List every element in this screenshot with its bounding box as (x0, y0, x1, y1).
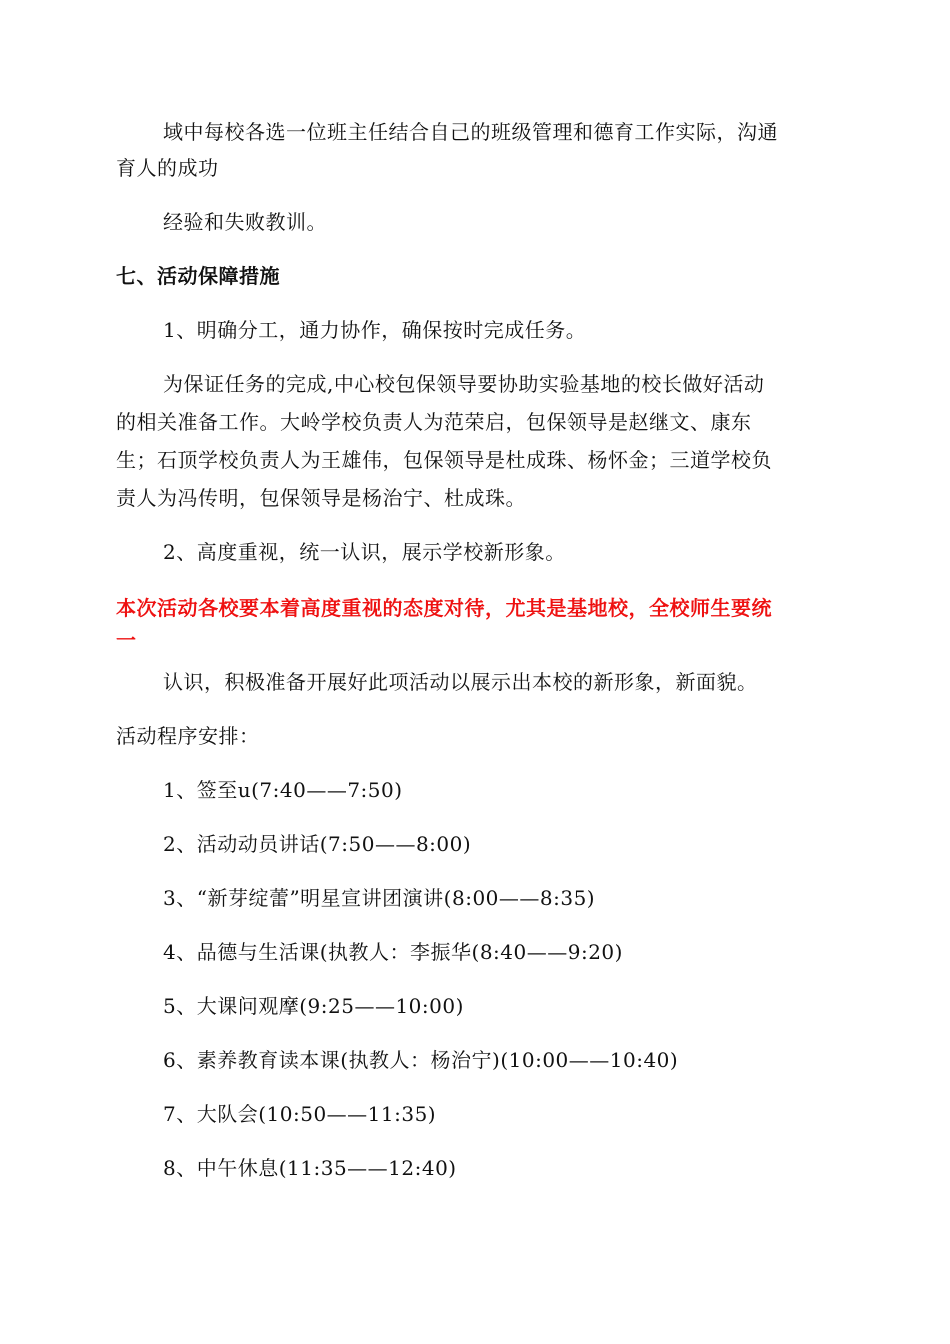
schedule-item: 8、中午休息(11:35——12:40) (163, 1156, 457, 1180)
schedule-item: 4、品德与生活课(执教人：李振华(8:40——9:20) (163, 940, 623, 964)
paragraph-line: 为保证任务的完成,中心校包保领导要协助实验基地的校长做好活动 (163, 372, 765, 396)
paragraph-line: 的相关准备工作。大岭学校负责人为范荣启，包保领导是赵继文、康东 (116, 410, 752, 434)
schedule-item: 2、活动动员讲话(7:50——8:00) (163, 832, 472, 856)
paragraph-line: 育人的成功 (116, 156, 219, 180)
list-item: 2、高度重视，统一认识，展示学校新形象。 (163, 540, 566, 564)
schedule-item: 3、“新芽绽蕾”明星宣讲团演讲(8:00——8:35) (163, 886, 596, 910)
schedule-item: 5、大课问观摩(9:25——10:00) (163, 994, 464, 1018)
paragraph-line: 经验和失败教训。 (163, 210, 327, 234)
schedule-item: 1、签至u(7:40——7:50) (163, 778, 403, 802)
paragraph-line: 认识，积极准备开展好此项活动以展示出本校的新形象，新面貌。 (163, 670, 758, 694)
paragraph-line: 责人为冯传明，包保领导是杨治宁、杜成珠。 (116, 486, 526, 510)
program-title: 活动程序安排： (116, 724, 260, 748)
section-heading: 七、活动保障措施 (116, 264, 280, 288)
paragraph-line: 域中每校各选一位班主任结合自己的班级管理和德育工作实际，沟通 (163, 120, 778, 144)
list-item: 1、明确分工，通力协作，确保按时完成任务。 (163, 318, 587, 342)
schedule-item: 6、素养教育读本课(执教人：杨治宁)(10:00——10:40) (163, 1048, 679, 1072)
emphasis-line: 一 (116, 628, 137, 652)
schedule-item: 7、大队会(10:50——11:35) (163, 1102, 437, 1126)
emphasis-line: 本次活动各校要本着高度重视的态度对待，尤其是基地校，全校师生要统 (116, 596, 772, 620)
paragraph-line: 生；石顶学校负责人为王雄伟，包保领导是杜成珠、杨怀金；三道学校负 (116, 448, 772, 472)
